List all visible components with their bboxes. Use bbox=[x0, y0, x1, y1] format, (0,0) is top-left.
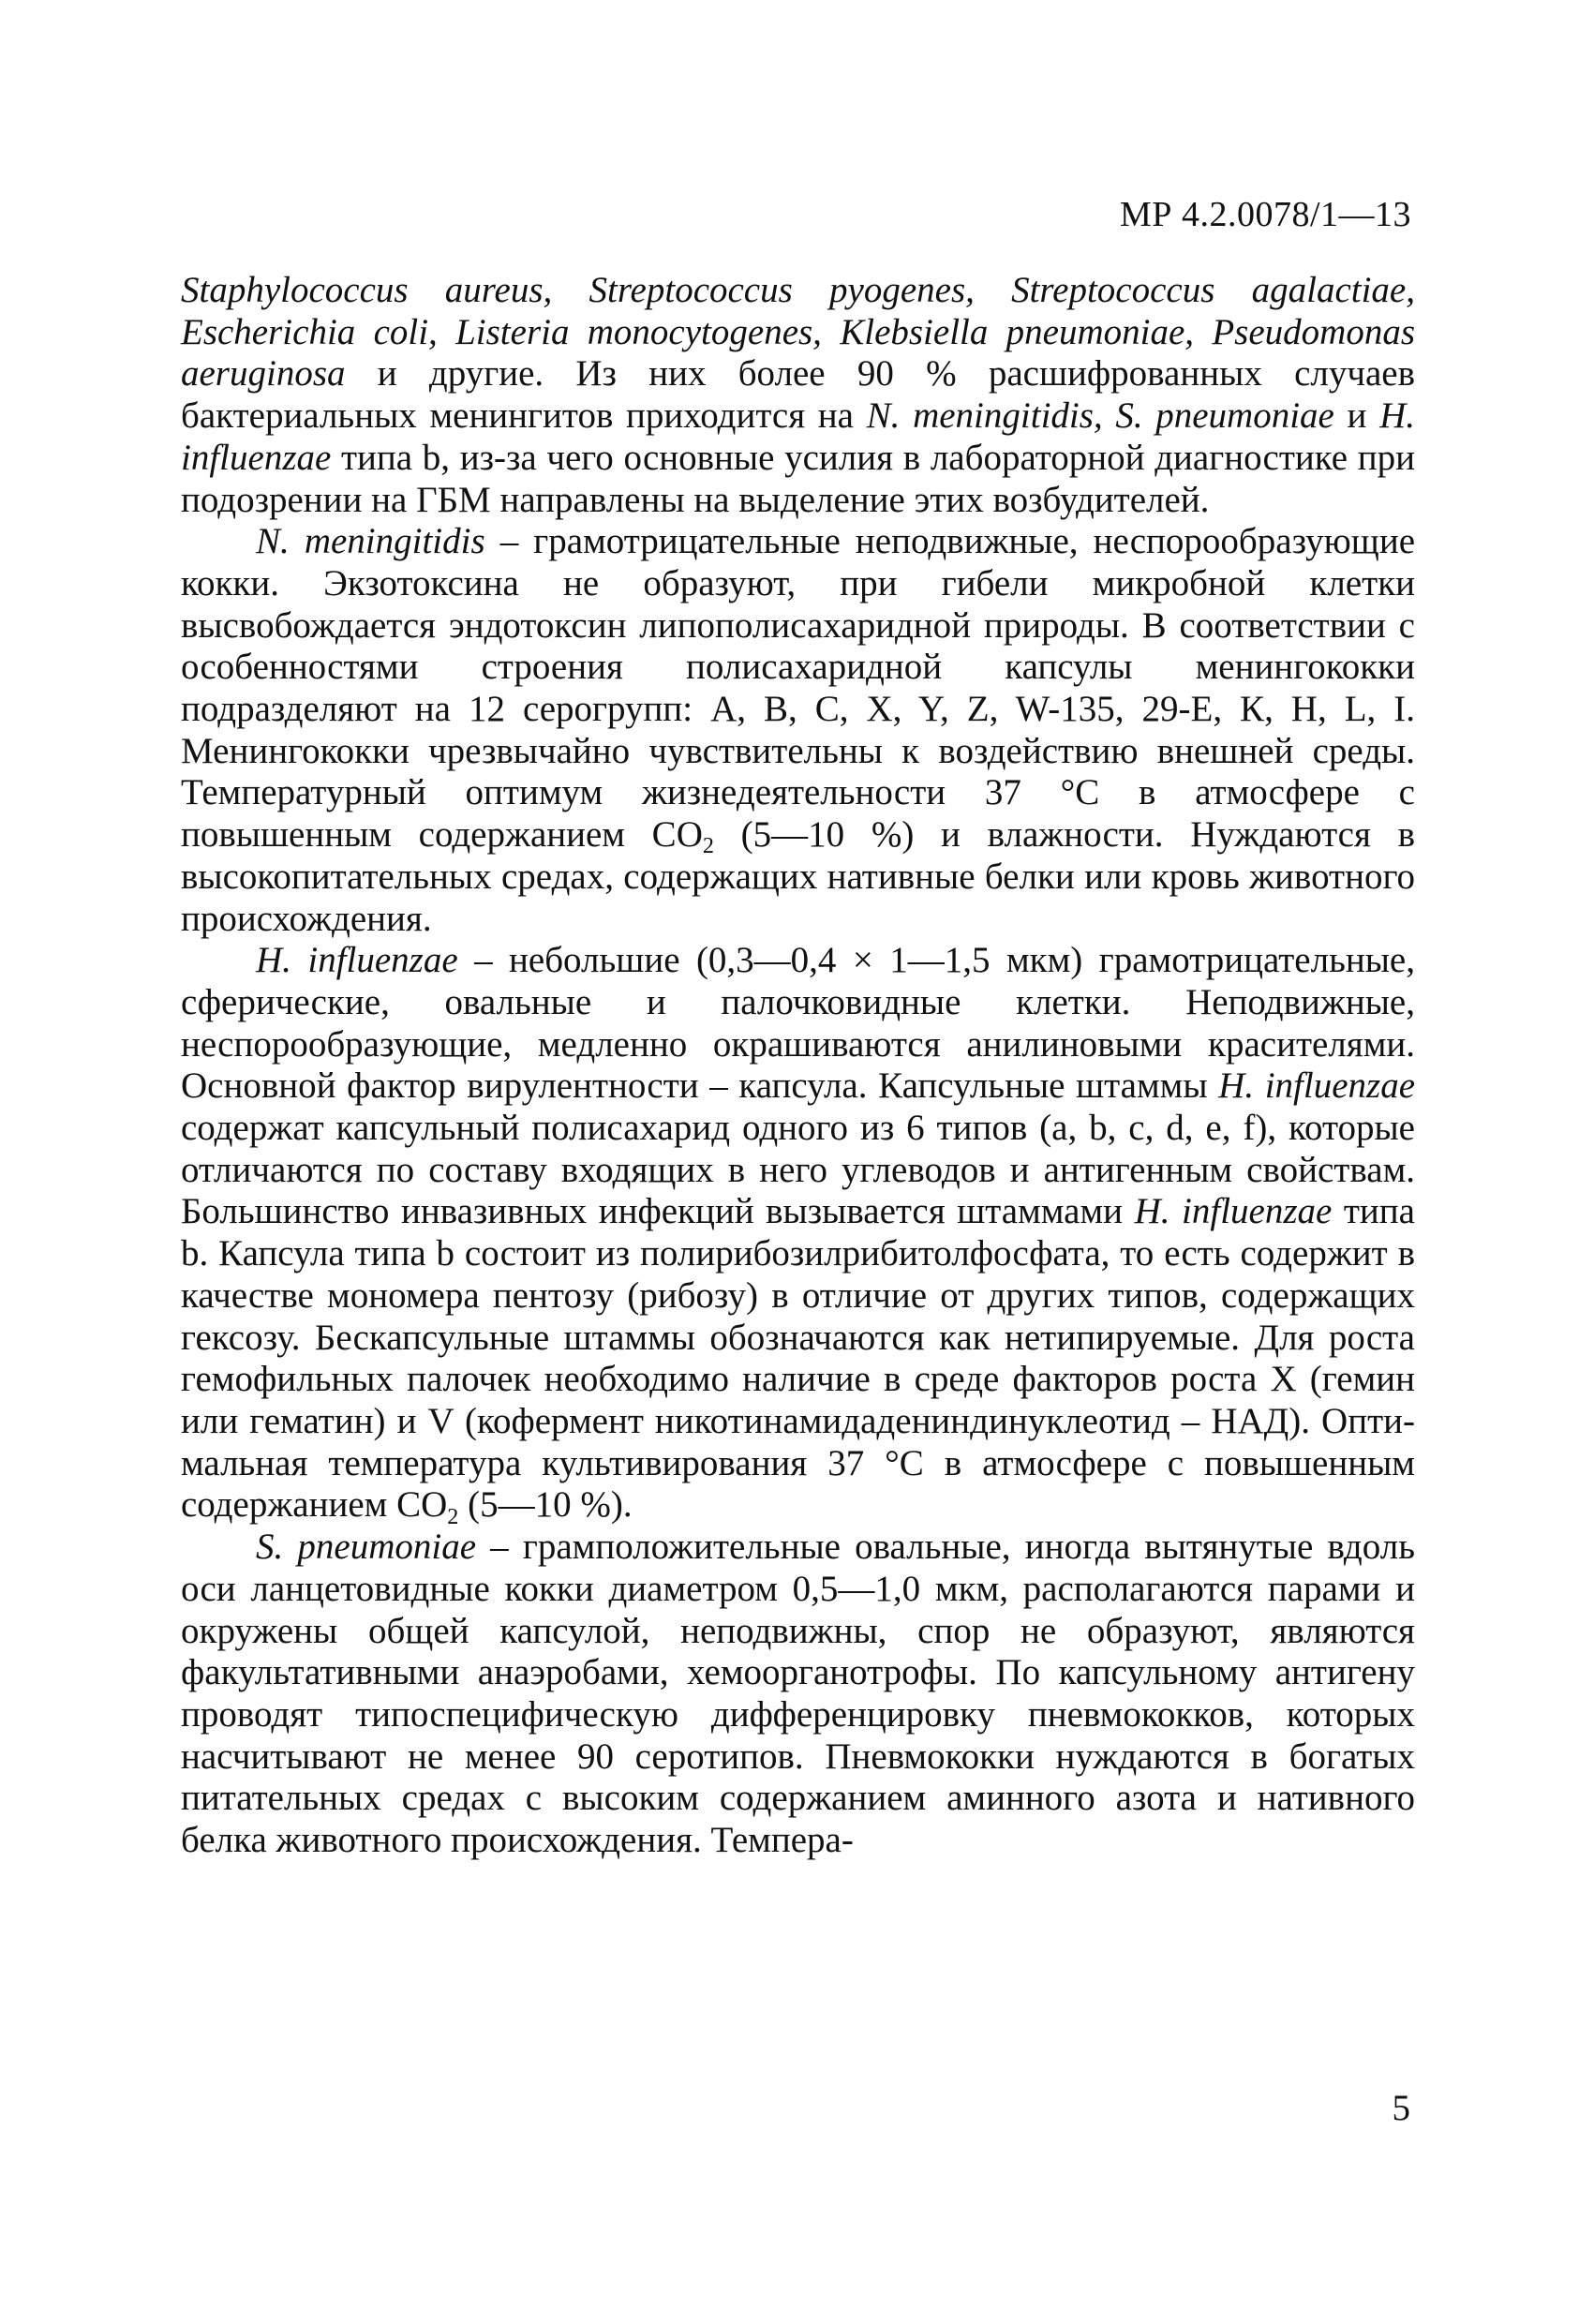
text-run: содержат капсульный полисахарид одного из 6 типов (a, b, c, d, e, f), которые отличаются по составу входящих в него углеводов и антигенным свойствам. Большинство инвазивных инфекций вызывается штаммами bbox=[181, 1108, 1415, 1232]
text-run: – грамотрицательные неподвижные, неспорообразующие кокки. Экзотоксина не образуют, при гибели микробной клетки высвобождается эндотоксин липополисахаридной природы. В соответствии с особенностями строения полисахаридной капсулы менингококки подразделяют на 12 серогрупп: А, В, С, X, Y, Z, W-135, 29-Е, К, Н, L, I. Менингококки чрезвычайно чувствительны к воздействию внешней среды. Температурный оптимум жизнедеятельности 37 °С в атмосфере с повышенным содержанием CO bbox=[181, 521, 1416, 856]
paragraph-s-pneumoniae bbox=[181, 1527, 1415, 1862]
text-run: и другие. Из них более 90 % расшифрованных случаев бактериальных менингитов приходится на bbox=[181, 353, 1415, 437]
paragraph-n-meningitidis bbox=[181, 521, 1415, 940]
subscript: 2 bbox=[702, 833, 714, 859]
text-run: типа b. Капсула типа b состоит из полирибозилрибитолфосфата, то есть содержит в качестве мономера пентозу (рибозу) в отличие от других типов, содержащих гексозу. Бескапсульные штаммы обозначаются как нетипируемые. Для роста гемофильных палочек необходимо наличие в среде факторов роста X (гемин или гематин) и V (кофермент никотинамидадениндинуклеотид – НАД). Оптимальная температура культивирования 37 °С в атмосфере с повышенным содержанием CO bbox=[181, 1191, 1415, 1526]
paragraph-pathogens-overview bbox=[181, 270, 1415, 521]
document-code-header: МР 4.2.0078/1—13 bbox=[1120, 195, 1411, 234]
text-run: – небольшие (0,3—0,4 × 1—1,5 мкм) грамотрицательные, сферические, овальные и палочковидные клетки. Неподвижные, неспорообразующие, медленно окрашиваются анилиновыми красителями. Основной фактор вирулентности – капсула. Капсульные штаммы bbox=[181, 940, 1415, 1107]
text-run: (5—10 %). bbox=[458, 1484, 633, 1526]
text-run: – грамположительные овальные, иногда вытянутые вдоль оси ланцетовидные кокки диаметром 0,5—1,0 мкм, располагаются парами и окружены общей капсулой, неподвижны, спор не образуют, являются факультативными анаэробами, хемоорганотрофы. По капсульному антигену проводят типоспецифическую дифференцировку пневмококков, которых насчитывают не менее 90 серотипов. Пневмококки нуждаются в богатых питательных средах с высоким содержанием аминного азота и нативного белка животного происхождения. Темпера- bbox=[181, 1527, 1415, 1861]
text-run: и bbox=[1333, 395, 1380, 437]
italic-term: H. influenzae bbox=[1134, 1191, 1333, 1232]
text-run: (5—10 %) и влажности. Нуждаются в высокопитательных средах, содержащих нативные белки или кровь животного происхождения. bbox=[181, 814, 1415, 939]
page-number: 5 bbox=[1392, 2088, 1410, 2128]
italic-term: Staphylococcus aureus, Streptococcus pyogenes, Streptococcus agalactiae, Escherichia coli, Listeria monocytogenes, Klebsiella pneumoniae, Pseudomonas aeruginosa bbox=[181, 270, 1415, 395]
italic-term: H. influenzae bbox=[181, 395, 1415, 478]
paragraph-h-influenzae bbox=[181, 940, 1415, 1527]
italic-term: H. influenzae bbox=[1218, 1065, 1415, 1107]
subscript: 2 bbox=[447, 1503, 459, 1529]
body-text bbox=[181, 270, 1415, 1862]
text-run: типа b, из-за чего основные усилия в лабораторной диагностике при подозрении на ГБМ направлены на выделение этих возбудителей. bbox=[181, 437, 1415, 520]
italic-term: S. pneumoniae bbox=[256, 1527, 477, 1568]
italic-term: N. meningitidis, S. pneumoniae bbox=[866, 395, 1334, 437]
italic-term: H. influenzae bbox=[256, 940, 458, 981]
italic-term: N. meningitidis bbox=[256, 521, 485, 562]
